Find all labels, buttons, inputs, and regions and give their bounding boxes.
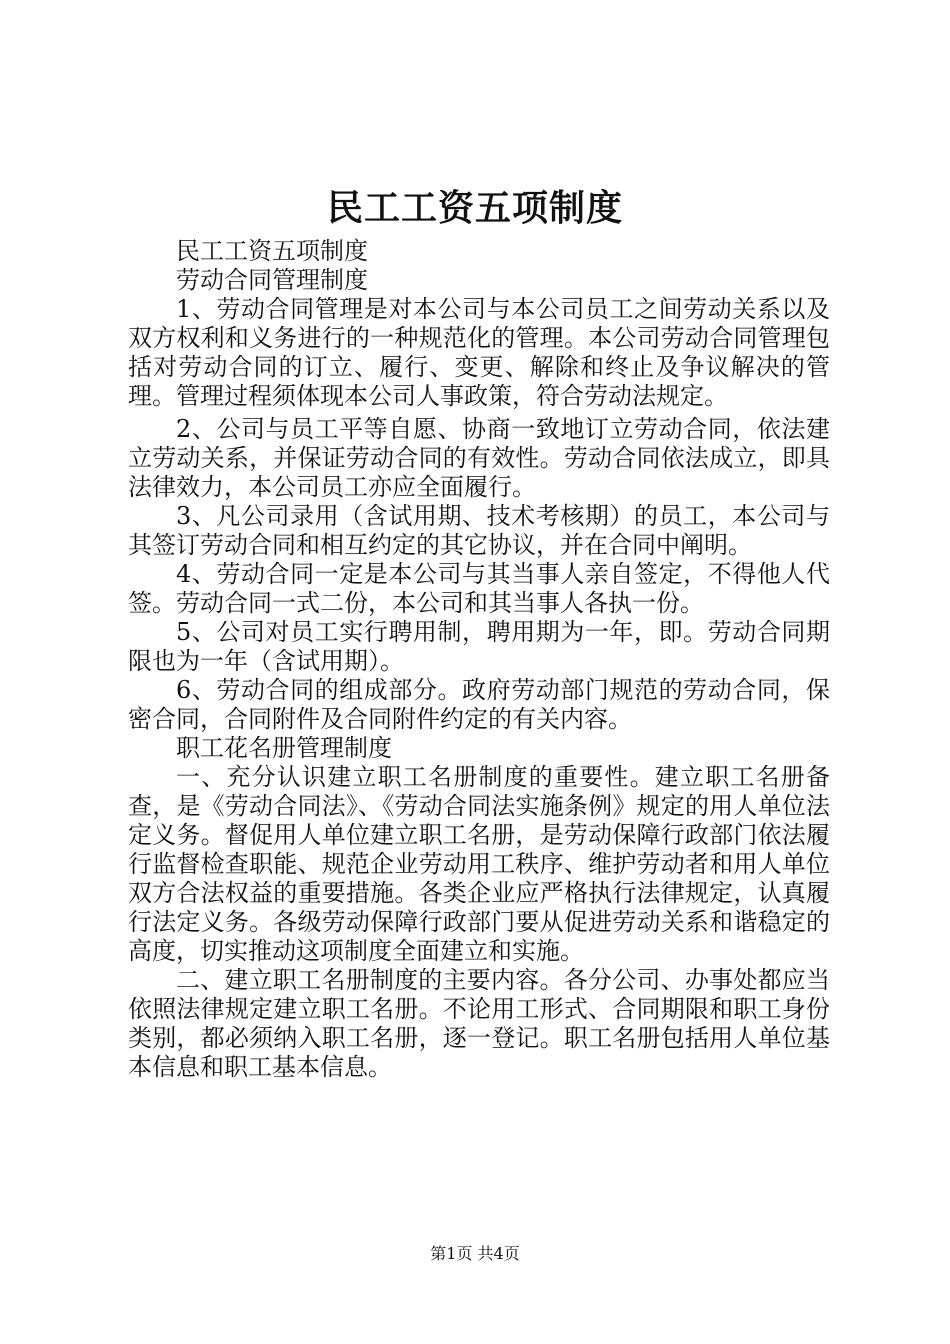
paragraph-item-1: 1、劳动合同管理是对本公司与本公司员工之间劳动关系以及双方权利和义务进行的一种规范化的管理。本公司劳动合同管理包括对劳动合同的订立、履行、变更、解除和终止及争议解决的管理。管理过程须体现本公司人事政策，符合劳动法规定。: [128, 295, 830, 410]
paragraph-item-2: 2、公司与员工平等自愿、协商一致地订立劳动合同，依法建立劳动关系，并保证劳动合同的有效性。劳动合同依法成立，即具法律效力，本公司员工亦应全面履行。: [128, 415, 830, 501]
document-body: [128, 237, 830, 1082]
paragraph-roster-1: 一、充分认识建立职工名册制度的重要性。建立职工名册备查，是《劳动合同法》、《劳动合同法实施条例》规定的用人单位法定义务。督促用人单位建立职工名册，是劳动保障行政部门依法履行监督检查职能、规范企业劳动用工秩序、维护劳动者和用人单位双方合法权益的重要措施。各类企业应严格执行法律规定，认真履行法定义务。各级劳动保障行政部门要从促进劳动关系和谐稳定的高度，切实推动这项制度全面建立和实施。: [128, 763, 830, 965]
page-footer: 第1页 共4页: [430, 1244, 520, 1263]
paragraph-subtitle: 民工工资五项制度: [176, 237, 368, 265]
paragraph-item-3: 3、凡公司录用（含试用期、技术考核期）的员工，本公司与其签订劳动合同和相互约定的其它协议，并在合同中阐明。: [128, 502, 830, 559]
paragraph-item-6: 6、劳动合同的组成部分。政府劳动部门规范的劳动合同，保密合同，合同附件及合同附件约定的有关内容。: [128, 676, 830, 733]
document-title: 民工工资五项制度: [326, 187, 623, 229]
section-heading-roster: 职工花名册管理制度: [176, 734, 392, 762]
paragraph-item-5: 5、公司对员工实行聘用制，聘用期为一年，即。劳动合同期限也为一年（含试用期）。: [128, 618, 830, 675]
paragraph-roster-2: 二、建立职工名册制度的主要内容。各分公司、办事处都应当依照法律规定建立职工名册。不论用工形式、合同期限和职工身份类别，都必须纳入职工名册，逐一登记。职工名册包括用人单位基本信息和职工基本信息。: [128, 966, 830, 1081]
paragraph-item-4: 4、劳动合同一定是本公司与其当事人亲自签定，不得他人代签。劳动合同一式二份，本公司和其当事人各执一份。: [128, 560, 830, 617]
section-heading-labor-contract: 劳动合同管理制度: [176, 266, 368, 294]
